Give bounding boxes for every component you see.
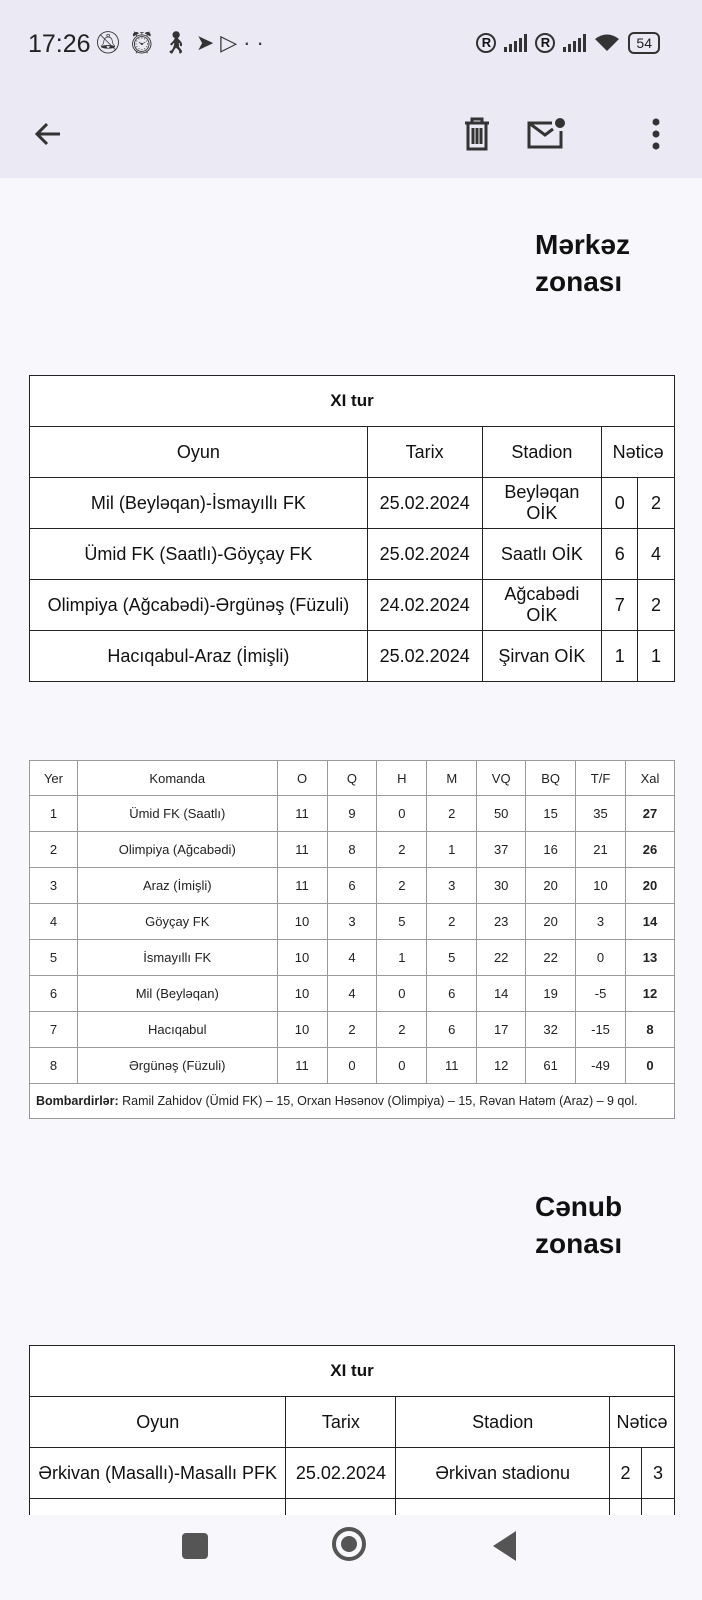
fixtures-table-cenub [29,1345,675,1515]
zone-title-merkez: Mərkəz zonası [535,229,630,297]
header-result: Nəticə [609,1397,674,1448]
delete-button[interactable] [447,104,507,164]
scorers-note: Bombardirlər: Ramil Zahidov (Ümid FK) – 15, Orxan Həsənov (Olimpiya) – 15, Rəvan Hatəm (Araz) – 9 qol. [30,1084,675,1119]
signal-icon-2 [563,34,586,52]
table-row: 4 Göyçay FK 10 3 5 2 23 20 3 14 [30,904,675,940]
telegram-icon: ➤ [195,30,221,55]
mute-icon: 🔕︎ [94,30,128,55]
mark-unread-button[interactable] [516,104,576,164]
walking-icon: 🚶︎ [161,30,196,55]
table-row: 3 Araz (İmişli) 11 6 2 3 30 20 10 20 [30,868,675,904]
status-time: 17:26 [28,30,91,58]
standings-header-row: Yer Komanda O Q H M VQ BQ T/F Xal [30,761,675,796]
app-bar [0,90,702,178]
recents-button[interactable] [182,1533,208,1559]
table-row-partial [30,1499,675,1516]
table-row: 2 Olimpiya (Ağcabədi) 11 8 2 1 37 16 21 26 [30,832,675,868]
header-date: Tarix [286,1397,396,1448]
header-stadium: Stadion [396,1397,610,1448]
header-stadium: Stadion [482,427,602,478]
round-header: XI tur [30,1346,675,1397]
back-button[interactable] [18,104,78,164]
table-row: Ərkivan (Masallı)-Masallı PFK 25.02.2024 Ərkivan stadionu 2 3 [30,1448,675,1499]
status-right-icons [476,32,660,54]
home-dot-icon [341,1536,357,1552]
back-nav-button[interactable] [490,1529,518,1563]
table-row: Ümid FK (Saatlı)-Göyçay FK 25.02.2024 Saatlı OİK 6 4 [30,529,675,580]
more-vert-icon [651,118,661,150]
table-row: Olimpiya (Ağcabədi)-Ərgünəş (Füzuli) 24.02.2024 Ağcabədi OİK 7 2 [30,580,675,631]
status-bar [0,0,702,90]
home-button[interactable] [332,1527,366,1561]
table-row: 7 Hacıqabul 10 2 2 6 17 32 -15 8 [30,1012,675,1048]
header-result: Nəticə [602,427,675,478]
round-header: XI tur [30,376,675,427]
header-date: Tarix [367,427,482,478]
signal-icon [504,34,527,52]
header-game: Oyun [30,427,368,478]
table-row: 6 Mil (Beyləqan) 10 4 0 6 14 19 -5 12 [30,976,675,1012]
back-arrow-icon [32,118,64,150]
status-notification-icons [94,30,270,56]
header-game: Oyun [30,1397,286,1448]
mark-unread-icon [526,117,566,151]
table-row: 8 Ərgünəş (Füzuli) 11 0 0 11 12 61 -49 0 [30,1048,675,1084]
email-body [0,178,702,1515]
roaming-icon: R [476,33,496,53]
wifi-icon [594,34,620,52]
battery-icon: 54 [628,32,660,54]
navigation-bar [0,1515,702,1600]
zone-title-cenub: Cənub zonası [535,1191,623,1259]
more-options-button[interactable] [626,104,686,164]
roaming-icon-2: R [535,33,555,53]
alarm-icon: ⏰︎ [127,30,162,55]
more-dots-icon: ·· [243,30,270,55]
play-icon: ▷ [220,30,244,55]
standings-table-merkez [29,760,675,1119]
table-row: Hacıqabul-Araz (İmişli) 25.02.2024 Şirvan OİK 1 1 [30,631,675,682]
fixtures-table-merkez [29,375,675,682]
table-row: Mil (Beyləqan)-İsmayıllı FK 25.02.2024 Beyləqan OİK 0 2 [30,478,675,529]
delete-icon [461,117,493,151]
table-row: 1 Ümid FK (Saatlı) 11 9 0 2 50 15 35 27 [30,796,675,832]
table-row: 5 İsmayıllı FK 10 4 1 5 22 22 0 13 [30,940,675,976]
